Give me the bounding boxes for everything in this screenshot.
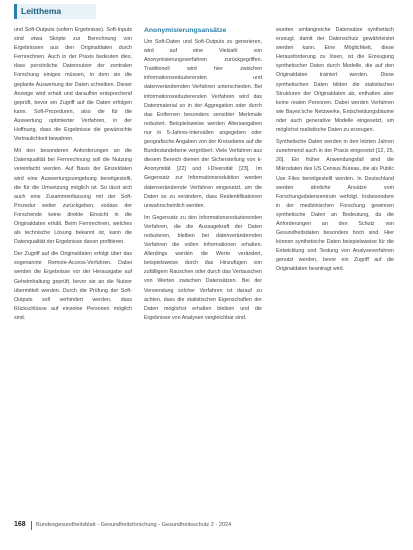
paragraph: und Soft-Outputs (sofern Ergebnisse). Soft-Inputs sind etwa Skripte zur Berechnung von Ergebnissen aus den Originaldaten durch Fernrechnen. Auch in der Praxis bedeuten dies, dass persönliche Datennutzer der zentralen Forschung einiges müssen, in dem sie die geplante Auswertung der Daten schreiben. Dieser Anzeige wird erhalt und daraufhin entsprechend geprüft, bevor ein Zugriff auf die Daten erfolgen kann. Soft-Prozeduren, also die für die Auswertung optimierter Verfahren, in der Hoffnung, dass die Ergebnisse die gewünschte Vertraulichkeit bewahren. — [14, 27, 132, 143]
paragraph: Um Soft-Daten und Soft-Outputs zu generieren, wird auf eine Vielzahl von Anonymisierungsverfahren zurückgegriffen. Traditionell wird hier zwischen informationsreduzierenden und datenverändernden Verfahren unterschieden. Bei informationsreduzierenden Verfahren wird das Datenmaterial so in der Aggregation oder durch das Entfernen besonders sensibler Merkmale reduziert. Beispielsweise werden Altersangaben nur in 5-Jahres-Intervallen angegeben oder geografische Angaben von der Kreisebene auf die Bundeslandebene vergröbert. Viele Verfahren aus diesem Bereich dienen der Sicherstellung von k-Anonymität [22] und l-Diversität [23]. Im Gegensatz zur Informationsreduktion werden datenverändernde Verfahren eingesetzt, um die Daten so zu verändern, dass Reidentifikationen unwahrscheinlich werden. — [144, 39, 262, 209]
page-number: 168 — [14, 521, 26, 528]
paragraph: Der Zugriff auf die Originaldaten erfolgt über das sogenannte Remote-Access-Verfahren. Dabei werden die Ergebnisse vor der Herausgabe auf Geheimhaltung geprüft, bevor sie an die Nutzer übermittelt werden. Durch die Prüfung der Soft-Outputs soll verhindert werden, dass Rückschlüsse auf einzelne Personen möglich sind. — [14, 251, 132, 321]
section-heading: Anonymisierungsansätze — [144, 27, 227, 34]
paragraph: Mit den besonderen Anforderungen an die Datenqualität bei Fernrechnung soll die Nutzung vereinfacht werden. Auf Basis der Einzeldaten wird eine Auswertungsumgebung bereitgestellt, die für die Umsetzung möglich ist. So lässt sich auch eine Zusammenfassung mit der Soft-Prozedur weiter zurückgeben, sodass der Forschende keine direkte Einsicht in die Originaldaten erhält. Beim Fernrechnen, welches als technische Lösung bekannt ist, kann die Datenqualität der Ergebnisse davon profitieren. — [14, 148, 132, 246]
text-column-2 — [144, 26, 262, 512]
text-column-3 — [276, 26, 394, 512]
section-label: Leitthema — [14, 4, 96, 19]
article-body — [14, 26, 402, 512]
footer-divider — [31, 521, 32, 530]
paragraph: Im Gegensatz zu den informationsreduzierenden Verfahren, die die Aussagekraft der Daten reduzieren, bleiben bei datenverändernden Verfahren die vollen Informationen erhalten. Allerdings werden die Werte verändert, beispielsweise durch das Hinzufügen von zufälligem Rauschen oder durch das Vertauschen von Werten zwischen Datensätzen. Bei der Verwendung solcher Verfahren ist darauf zu achten, dass die statistischen Eigenschaften der Daten möglichst erhalten bleiben und die Ergebnisse von Analysen vergleichbar sind. — [144, 214, 262, 321]
journal-citation: Bundesgesundheitsblatt - Gesundheitsforschung - Gesundheitsschutz 2 · 2024 — [36, 522, 232, 528]
page-footer — [0, 518, 413, 532]
paragraph: wurden umfangreiche Datensätze synthetisch erzeugt, damit der Datenschutz gewährleistet werden kann. Eine Möglichkeit, diese Herausforderung zu lösen, ist die Erzeugung synthetischer Daten durch Modelle, die auf den Originaldaten trainiert werden. Diese synthetischen Daten bilden die statistischen Strukturen der Originaldaten ab, enthalten aber keine realen Personen. Dabei werden Verfahren wie Bayes'sche Netzwerke, Entscheidungsbäume oder auch generative Modelle eingesetzt, um möglichst realistische Daten zu erzeugen. — [276, 27, 394, 134]
text-column-1 — [14, 26, 132, 512]
paragraph: Synthetische Daten werden in den letzten Jahren zunehmend auch in der Praxis eingesetzt [12, 25, 26]. Ein früher Anwendungsfall sind die Mikrodaten des US Census Bureau, die als Public Use Files bereitgestellt werden. In Deutschland werden ähnliche Ansätze vom Forschungsdatenzentrum verfolgt. Insbesondere in der medizinischen Forschung gewinnen synthetische Daten an Bedeutung, da die Anforderungen an den Schutz von Gesundheitsdaten besonders hoch sind. Hier können synthetische Daten beispielsweise für die Entwicklung und Testung von Analyseverfahren genutzt werden, bevor ein Zugriff auf die Originaldaten beantragt wird. — [276, 139, 394, 273]
